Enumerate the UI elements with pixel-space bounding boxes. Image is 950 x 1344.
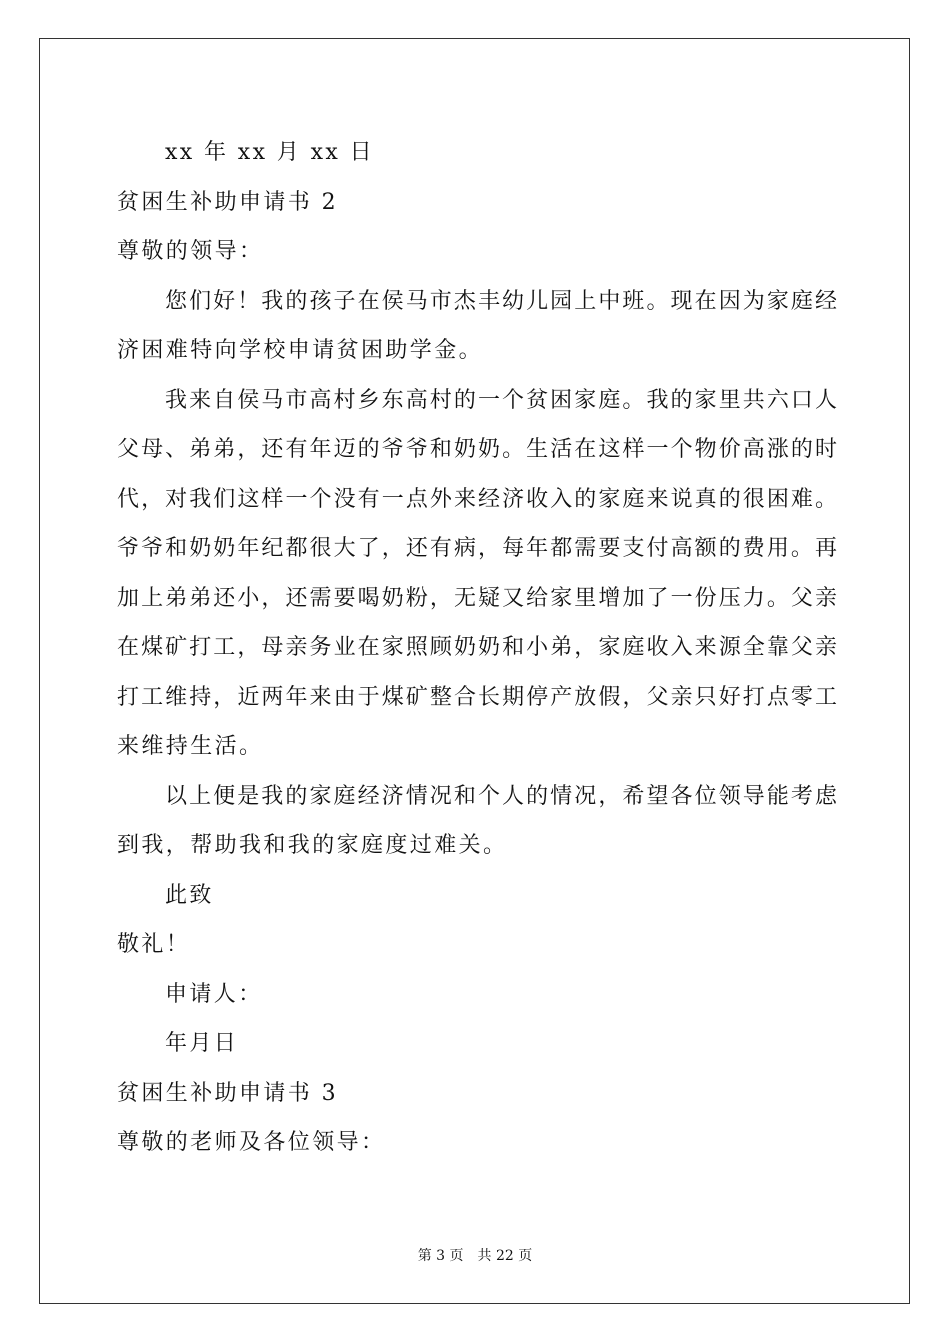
page-total: 共 22 页 — [477, 1248, 533, 1264]
paragraph-line: 打工维持，近两年来由于煤矿整合长期停产放假，父亲只好打点零工 — [117, 684, 837, 710]
section-title: 贫困生补助申请书 2 — [117, 189, 338, 215]
page-footer — [0, 1247, 950, 1265]
paragraph-line: 到我，帮助我和我的家庭度过难关。 — [117, 833, 508, 858]
paragraph-line: 加上弟弟还小，还需要喝奶粉，无疑又给家里增加了一份压力。父亲 — [117, 585, 837, 611]
paragraph-line: 代，对我们这样一个没有一点外来经济收入的家庭来说真的很困难。 — [117, 486, 837, 512]
date-line: 年月日 — [165, 1031, 239, 1056]
applicant-line: 申请人： — [165, 981, 263, 1007]
paragraph-line: 爷爷和奶奶年纪都很大了，还有病，每年都需要支付高额的费用。再 — [117, 536, 837, 561]
document-body — [117, 128, 837, 1168]
paragraph-line: 以上便是我的家庭经济情况和个人的情况，希望各位领导能考虑 — [165, 783, 837, 809]
salutation: 尊敬的老师及各位领导： — [117, 1130, 386, 1155]
paragraph-line: 在煤矿打工，母亲务业在家照顾奶奶和小弟，家庭收入来源全靠父亲 — [117, 635, 837, 660]
paragraph-line: 我来自侯马市高村乡东高村的一个贫困家庭。我的家里共六口人 — [165, 387, 837, 413]
paragraph-line: 济困难特向学校申请贫困助学金。 — [117, 338, 484, 363]
paragraph-line: 您们好！我的孩子在侯马市杰丰幼儿园上中班。现在因为家庭经 — [165, 288, 837, 314]
salutation: 尊敬的领导： — [117, 239, 264, 264]
date-line: xx 年 xx 月 xx 日 — [165, 140, 375, 165]
closing-line: 此致 — [165, 882, 214, 908]
section-title: 贫困生补助申请书 3 — [117, 1080, 338, 1106]
closing-line: 敬礼！ — [117, 932, 191, 957]
paragraph-line: 来维持生活。 — [117, 734, 264, 759]
paragraph-line: 父母、弟弟，还有年迈的爷爷和奶奶。生活在这样一个物价高涨的时 — [117, 437, 837, 462]
page-number: 第 3 页 — [417, 1248, 464, 1264]
